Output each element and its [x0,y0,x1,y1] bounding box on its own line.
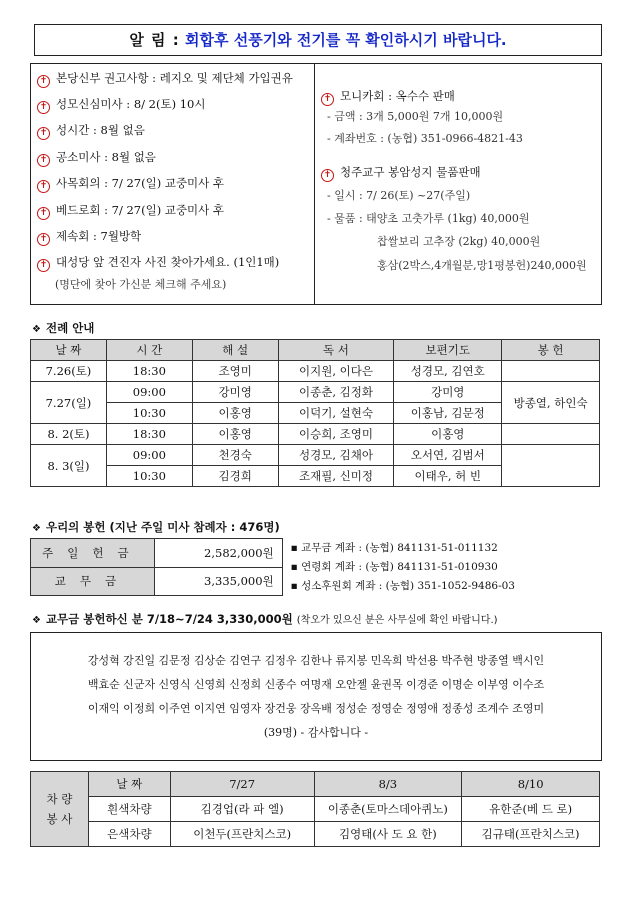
corn-sale-title: ✝ 모니카회 : 옥수수 판매 [321,88,455,106]
shrine-sale-title: ✝ 청주교구 봉암성지 물품판매 [321,164,481,182]
cross-icon: ✝ [37,180,50,193]
cross-icon: ✝ [37,127,50,140]
diamond-icon: ❖ [32,523,41,534]
shrine-sale-item: 찹쌀보리 고추장 (2kg) 40,000원 [377,235,541,248]
date-header: 8/3 [314,772,462,797]
notice-banner [34,24,602,56]
prayer-cell: 오서연, 김범서 [394,445,502,466]
time-cell: 09:00 [106,445,192,466]
date-header: 8/10 [462,772,600,797]
account-line: ▪ 연령회 계좌 : (농협) 841131-51-010930 [290,560,498,573]
table-row [31,424,600,445]
time-cell: 09:00 [106,382,192,403]
readers-cell: 조재필, 신미정 [278,466,394,487]
donors-section-title: ❖ 교무금 봉헌하신 분 7/18~7/24 3,330,000원 (착오가 있으신 분은 사무실에 확인 바랍니다.) [32,612,498,626]
prayer-cell: 이홍남, 김문정 [394,403,502,424]
table-row [31,361,600,382]
driver-cell: 김규태(프란치스코) [462,822,600,847]
announcement-item: ✝ 본당신부 권고사항 : 레지오 및 제단체 가입권유 [37,70,293,88]
donor-line: (39명) - 감사합니다 - [263,726,369,739]
commentator-cell: 천경숙 [192,445,278,466]
announcement-item: ✝ 성시간 : 8월 없음 [37,122,145,140]
shrine-sale-item: - 물품 : 태양초 고춧가루 (1kg) 40,000원 [327,212,530,225]
commentator-cell: 강미영 [192,382,278,403]
prayer-cell: 이홍영 [394,424,502,445]
commentator-cell: 조영미 [192,361,278,382]
cross-icon: ✝ [321,93,334,106]
announcement-item: ✝ 베드로회 : 7/ 27(일) 교중미사 후 [37,202,224,220]
diamond-icon: ❖ [32,615,41,626]
date-cell: 7.26(토) [31,361,107,382]
announcement-item: ✝ 공소미사 : 8월 없음 [37,149,156,167]
date-cell: 7.27(일) [31,382,107,424]
table-row [31,539,601,568]
donor-line: 강성혁 강진일 김문정 김상순 김연구 김정우 김한나 류지봉 민옥희 박선용 박주현 방종열 백시인 [87,654,545,667]
commentator-cell: 김경희 [192,466,278,487]
cross-icon: ✝ [37,101,50,114]
vehicle-type: 은색차량 [88,822,170,847]
offering-cell: 방종열, 하인숙 [502,382,600,424]
offering-amount: 3,335,000원 [154,567,282,596]
table-header-row [31,340,600,361]
account-line: ▪ 교무금 계좌 : (농협) 841131-51-011132 [290,541,498,554]
driver-cell: 유한준(베 드 로) [462,797,600,822]
column-header: 해 설 [192,340,278,361]
donor-line: 백효순 신군자 신영식 신영희 신정희 신종수 여명재 오안젤 윤권목 이경준 이명순 이부영 이수조 [87,678,545,691]
date-cell: 8. 2(토) [31,424,107,445]
corn-sale-price: - 금액 : 3개 5,000원 7개 10,000원 [327,110,504,123]
time-cell: 18:30 [106,361,192,382]
offering-cell [502,445,600,487]
commentator-cell: 이홍영 [192,403,278,424]
liturgy-table [30,339,600,487]
announcement-note: (명단에 찾아 가신분 체크해 주세요) [55,278,227,291]
shrine-sale-item: 홍삼(2박스,4개월분,망1평봉헌)240,000원 [377,259,587,272]
readers-cell: 이덕기, 설현숙 [278,403,394,424]
column-header: 독 서 [278,340,394,361]
commentator-cell: 이홍영 [192,424,278,445]
account-line: ▪ 성소후원회 계좌 : (농협) 351-1052-9486-03 [290,579,515,592]
date-cell: 8. 3(일) [31,445,107,487]
corn-sale-account: - 계좌번호 : (농협) 351-0966-4821-43 [327,132,523,145]
donors-box [30,632,602,761]
vehicle-label: 차 량 봉 사 [31,772,89,847]
readers-cell: 이지원, 이다은 [278,361,394,382]
account-list [282,539,600,596]
cross-icon: ✝ [37,75,50,88]
offering-label: 교무금 [31,567,155,596]
driver-cell: 이천두(프란치스코) [170,822,314,847]
vehicle-table [30,771,600,847]
cross-icon: ✝ [37,259,50,272]
offering-cell [502,361,600,382]
column-header: 봉 헌 [502,340,600,361]
announcement-item: ✝ 대성당 앞 견진자 사진 찾아가세요. (1인1매) [37,254,279,272]
vehicle-type: 흰색차량 [88,797,170,822]
column-header: 시 간 [106,340,192,361]
table-header-row [31,772,600,797]
offering-amount: 2,582,000원 [154,539,282,568]
driver-cell: 김경업(라 파 엘) [170,797,314,822]
donor-line: 이재익 이정희 이주연 이지연 임영자 장건웅 장옥배 정성순 정영순 정영애 정종성 조계수 조영미 [87,702,545,715]
column-header: 날 짜 [88,772,170,797]
offering-cell [502,424,600,445]
offering-label: 주일헌금 [31,539,155,568]
announcement-item: ✝ 제속회 : 7월방학 [37,228,141,246]
time-cell: 10:30 [106,466,192,487]
prayer-cell: 이태우, 허 빈 [394,466,502,487]
time-cell: 18:30 [106,424,192,445]
table-row [31,822,600,847]
driver-cell: 이종춘(토마스데아퀴노) [314,797,462,822]
column-header: 날 짜 [31,340,107,361]
table-row [31,797,600,822]
column-divider [314,64,315,304]
date-header: 7/27 [170,772,314,797]
time-cell: 10:30 [106,403,192,424]
readers-cell: 이승희, 조영미 [278,424,394,445]
cross-icon: ✝ [37,154,50,167]
column-header: 보편기도 [394,340,502,361]
readers-cell: 이종춘, 김정화 [278,382,394,403]
driver-cell: 김영태(사 도 요 한) [314,822,462,847]
offering-table [30,538,600,596]
liturgy-section-title: ❖ 전례 안내 [32,321,95,335]
offering-section-title: ❖ 우리의 봉헌 (지난 주일 미사 참례자 : 476명) [32,520,280,534]
announcements-box [30,63,602,305]
cross-icon: ✝ [37,233,50,246]
shrine-sale-date: - 일시 : 7/ 26(토) ~27(주일) [327,189,471,202]
readers-cell: 성경모, 김채아 [278,445,394,466]
announcement-item: ✝ 성모신심미사 : 8/ 2(토) 10시 [37,96,205,114]
notice-label: 알 림 : [129,31,180,49]
donors-note: (착오가 있으신 분은 사무실에 확인 바랍니다.) [296,615,498,626]
prayer-cell: 강미영 [394,382,502,403]
cross-icon: ✝ [321,169,334,182]
notice-message: 회합후 선풍기와 전기를 꼭 확인하시기 바랍니다. [185,31,507,49]
table-row [31,445,600,466]
table-row [31,382,600,403]
announcement-item: ✝ 사목회의 : 7/ 27(일) 교중미사 후 [37,175,224,193]
cross-icon: ✝ [37,207,50,220]
diamond-icon: ❖ [32,324,41,335]
prayer-cell: 성경모, 김연호 [394,361,502,382]
